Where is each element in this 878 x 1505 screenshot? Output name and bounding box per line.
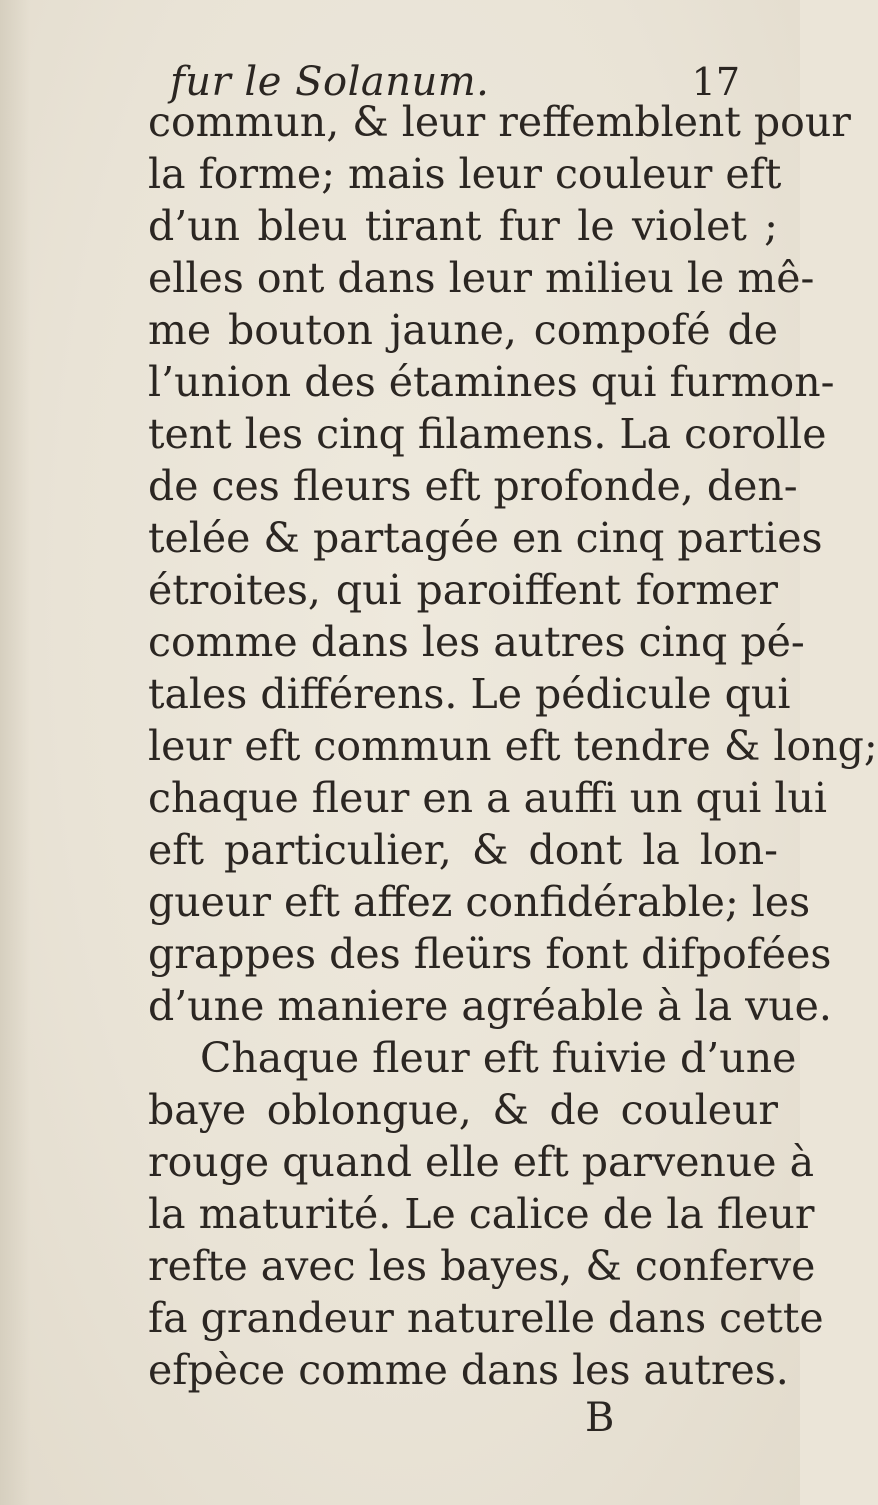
page-edge-shadow <box>0 0 30 1505</box>
text-line: commun, & leur reffemblent pour <box>148 98 851 146</box>
text-line: chaque fleur en a auffi un qui lui <box>148 774 827 822</box>
text-line: telée & partagée en cinq parties <box>148 514 823 562</box>
signature-mark: B <box>585 1395 615 1441</box>
text-line: comme dans les autres cinq pé- <box>148 618 805 666</box>
text-line: tent les cinq filamens. La corolle <box>148 410 827 458</box>
text-line: baye oblongue, & de couleur <box>148 1086 778 1134</box>
text-line: efpèce comme dans les autres. <box>148 1346 789 1394</box>
text-line: tales différens. Le pédicule qui <box>148 670 791 718</box>
text-line: refte avec les bayes, & conferve <box>148 1242 816 1290</box>
text-line: la maturité. Le calice de la fleur <box>148 1190 815 1238</box>
text-line: la forme; mais leur couleur eft <box>148 150 782 198</box>
text-line: grappes des fleürs font difpofées <box>148 930 832 978</box>
text-line: leur eft commun eft tendre & long; <box>148 722 878 770</box>
text-line: Chaque fleur eft fuivie d’une <box>200 1034 797 1082</box>
text-line: étroites, qui paroiffent former <box>148 566 778 614</box>
text-line: l’union des étamines qui furmon- <box>148 358 835 406</box>
text-line: de ces fleurs eft profonde, den- <box>148 462 798 510</box>
text-line: gueur eft affez confidérable; les <box>148 878 811 926</box>
page-number: 17 <box>691 60 740 104</box>
text-line: fa grandeur naturelle dans cette <box>148 1294 824 1342</box>
text-line: rouge quand elle eft parvenue à <box>148 1138 815 1186</box>
text-line: me bouton jaune, compofé de <box>148 306 778 354</box>
text-line: eft particulier, & dont la lon- <box>148 826 778 874</box>
text-line: d’une maniere agréable à la vue. <box>148 982 832 1030</box>
text-line: elles ont dans leur milieu le mê- <box>148 254 815 302</box>
running-title: fur le Solanum. <box>170 59 490 105</box>
text-line: d’un bleu tirant fur le violet ; <box>148 202 778 250</box>
